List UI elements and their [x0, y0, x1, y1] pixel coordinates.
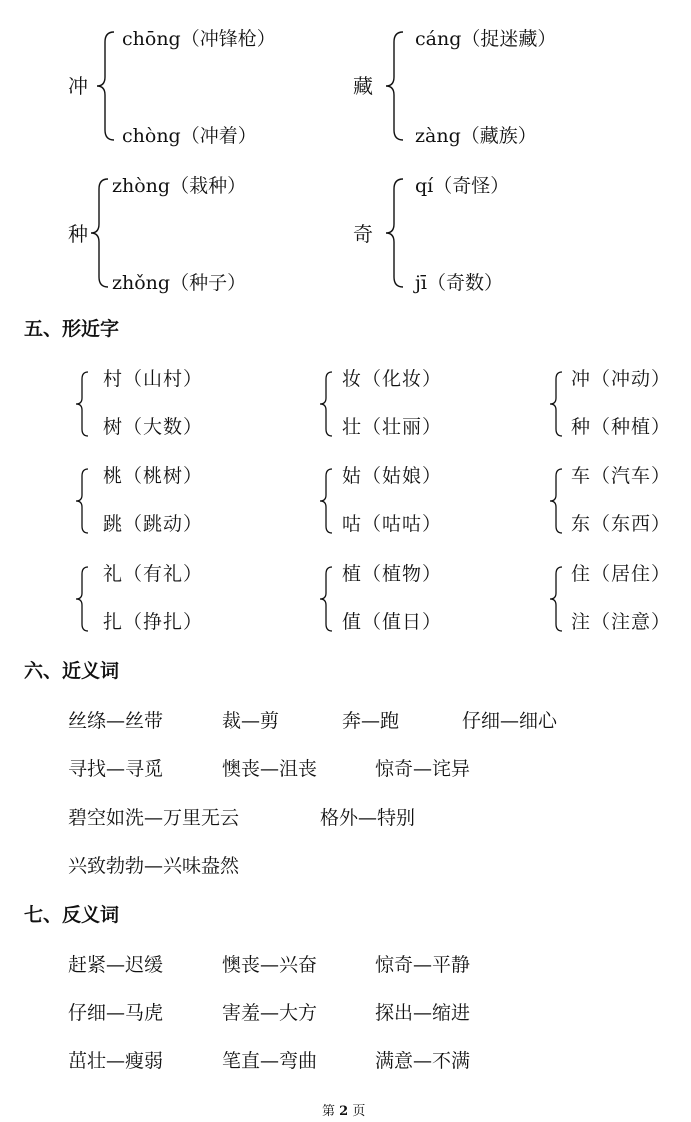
similar-char-item: 咕（咕咕） [342, 513, 443, 535]
similar-char-item: 桃（桃树） [103, 465, 204, 487]
antonym-pair: 懊丧—兴奋 [222, 954, 318, 976]
antonym-pair: 茁壮—瘦弱 [68, 1050, 164, 1072]
brace-icon [94, 30, 116, 142]
similar-char-item: 种（种植） [571, 416, 672, 438]
polyphone-reading: qí（奇怪） [415, 175, 510, 197]
polyphone-char: 奇 [353, 222, 373, 246]
similar-char-item: 扎（挣扎） [103, 611, 204, 633]
similar-char-item: 植（植物） [342, 563, 443, 585]
brace-icon [318, 467, 334, 535]
polyphone-char: 藏 [353, 74, 373, 98]
brace-icon [318, 565, 334, 633]
similar-char-item: 跳（跳动） [103, 513, 204, 535]
polyphone-reading: zàng（藏族） [415, 125, 537, 147]
page-footer-suffix: 页 [352, 1104, 366, 1119]
section-title: 六、近义词 [24, 660, 120, 682]
similar-char-item: 树（大数） [103, 416, 204, 438]
synonym-pair: 奔—跑 [342, 710, 400, 732]
similar-char-item: 冲（冲动） [571, 368, 672, 390]
polyphone-reading: zhòng（栽种） [112, 175, 247, 197]
brace-icon [88, 177, 110, 289]
antonym-pair: 笔直—弯曲 [222, 1050, 318, 1072]
antonym-pair: 害羞—大方 [222, 1002, 318, 1024]
similar-char-item: 村（山村） [103, 368, 204, 390]
synonym-pair: 仔细—细心 [462, 710, 558, 732]
brace-icon [74, 565, 90, 633]
brace-icon [383, 177, 405, 289]
polyphone-reading: cáng（捉迷藏） [415, 28, 557, 50]
synonym-pair: 碧空如洗—万里无云 [68, 807, 240, 829]
antonym-pair: 惊奇—平静 [375, 954, 471, 976]
brace-icon [74, 370, 90, 438]
antonym-pair: 仔细—马虎 [68, 1002, 164, 1024]
brace-icon [74, 467, 90, 535]
brace-icon [548, 370, 564, 438]
antonym-pair: 探出—缩进 [375, 1002, 471, 1024]
similar-char-item: 值（值日） [342, 611, 443, 633]
similar-char-item: 住（居住） [571, 563, 672, 585]
synonym-pair: 兴致勃勃—兴味盎然 [68, 855, 240, 877]
similar-char-item: 姑（姑娘） [342, 465, 443, 487]
synonym-pair: 懊丧—沮丧 [222, 758, 318, 780]
section-title: 五、形近字 [24, 318, 120, 340]
synonym-pair: 裁—剪 [222, 710, 280, 732]
antonym-pair: 赶紧—迟缓 [68, 954, 164, 976]
similar-char-item: 妆（化妆） [342, 368, 443, 390]
polyphone-reading: zhǒng（种子） [112, 272, 247, 294]
synonym-pair: 丝绦—丝带 [68, 710, 164, 732]
page-footer-prefix: 第 [322, 1104, 336, 1119]
page-footer [322, 1100, 365, 1119]
similar-char-item: 壮（壮丽） [342, 416, 443, 438]
polyphone-reading: chōng（冲锋枪） [122, 28, 276, 50]
brace-icon [548, 467, 564, 535]
similar-char-item: 注（注意） [571, 611, 672, 633]
antonym-pair: 满意—不满 [375, 1050, 471, 1072]
brace-icon [548, 565, 564, 633]
polyphone-reading: chòng（冲着） [122, 125, 257, 147]
similar-char-item: 车（汽车） [571, 465, 672, 487]
brace-icon [383, 30, 405, 142]
polyphone-char: 冲 [68, 74, 88, 98]
synonym-pair: 格外—特别 [320, 807, 416, 829]
polyphone-reading: jī（奇数） [415, 272, 503, 294]
page-number: 2 [339, 1104, 349, 1119]
similar-char-item: 东（东西） [571, 513, 672, 535]
brace-icon [318, 370, 334, 438]
similar-char-item: 礼（有礼） [103, 563, 204, 585]
synonym-pair: 寻找—寻觅 [68, 758, 164, 780]
polyphone-char: 种 [68, 222, 88, 246]
synonym-pair: 惊奇—诧异 [375, 758, 471, 780]
section-title: 七、反义词 [24, 904, 120, 926]
